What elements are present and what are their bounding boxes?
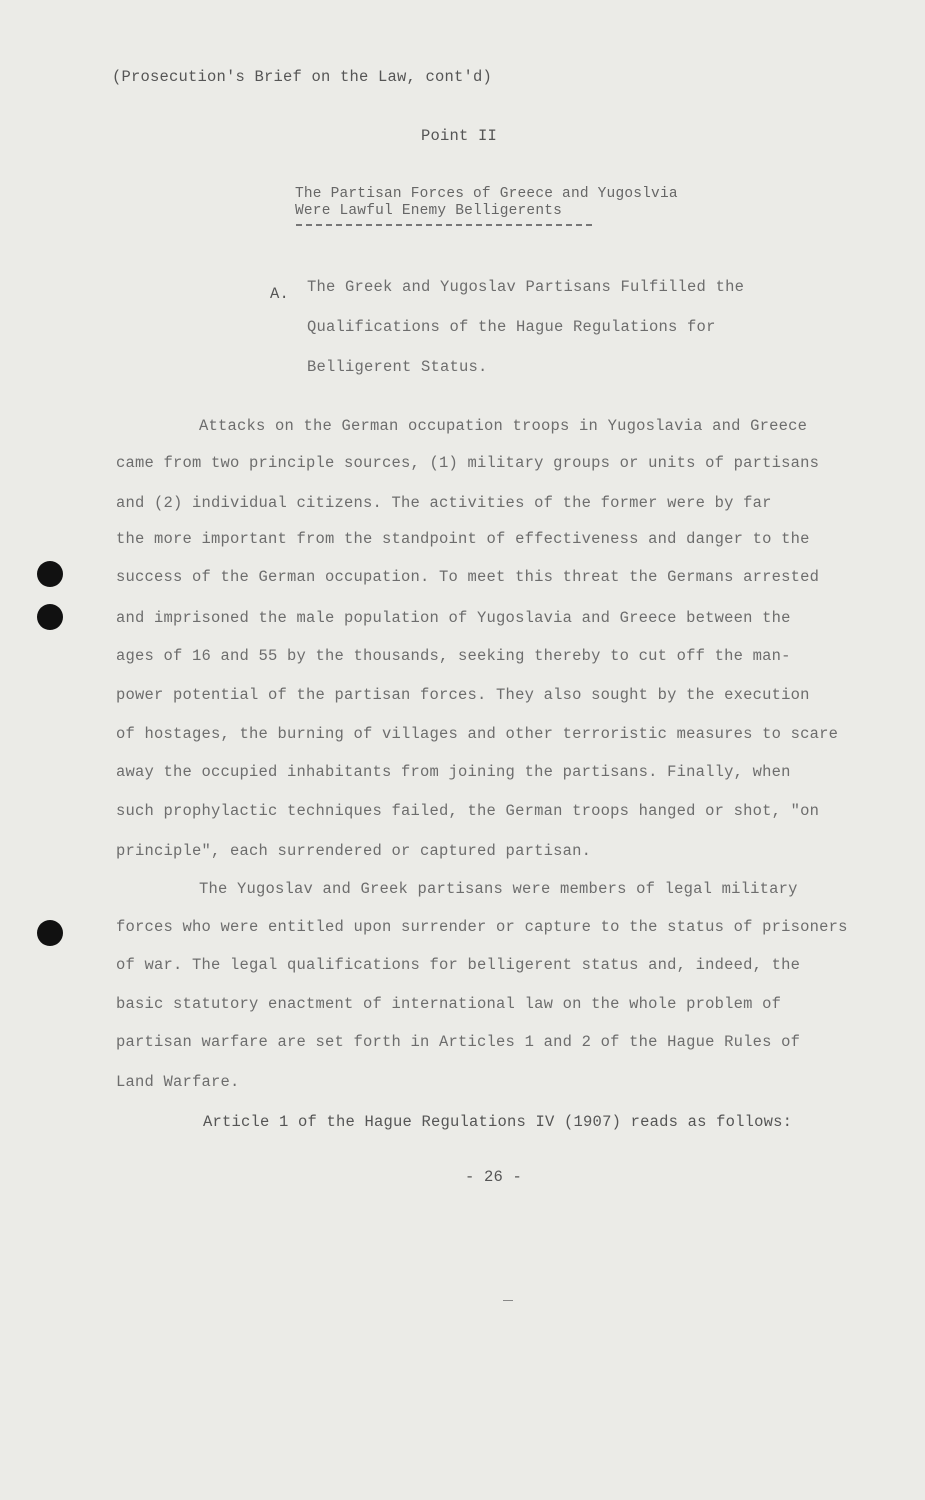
- paragraph-2-line: partisan warfare are set forth in Articles 1 and 2 of the Hague Rules of: [116, 1033, 801, 1051]
- paragraph-1-line: and (2) individual citizens. The activities of the former were by far: [116, 494, 772, 512]
- paragraph-1-line: Attacks on the German occupation troops in Yugoslavia and Greece: [199, 417, 808, 435]
- paragraph-1-line: success of the German occupation. To meet this threat the Germans arrested: [116, 568, 820, 586]
- subsection-marker: A.: [270, 285, 290, 303]
- scan-mark: [503, 1300, 513, 1301]
- paragraph-1-line: the more important from the standpoint of effectiveness and danger to the: [116, 530, 810, 548]
- paragraph-1-line: and imprisoned the male population of Yugoslavia and Greece between the: [116, 609, 791, 627]
- paragraph-1-line: came from two principle sources, (1) military groups or units of partisans: [116, 454, 820, 472]
- section-title-line-1: The Partisan Forces of Greece and Yugoslvia: [295, 186, 678, 202]
- paragraph-3: Article 1 of the Hague Regulations IV (1907) reads as follows:: [203, 1113, 793, 1131]
- punch-hole: [37, 920, 63, 946]
- section-title-line-2: Were Lawful Enemy Belligerents: [295, 203, 563, 219]
- paragraph-2-line: basic statutory enactment of international law on the whole problem of: [116, 995, 782, 1013]
- point-heading: Point II: [421, 127, 498, 145]
- subsection-line-3: Belligerent Status.: [307, 358, 488, 376]
- punch-hole: [37, 561, 63, 587]
- paragraph-2-line: The Yugoslav and Greek partisans were members of legal military: [199, 880, 798, 898]
- paragraph-1-line: away the occupied inhabitants from joining the partisans. Finally, when: [116, 763, 791, 781]
- paragraph-1-line: ages of 16 and 55 by the thousands, seeking thereby to cut off the man-: [116, 647, 791, 665]
- paragraph-2-line: Land Warfare.: [116, 1073, 240, 1091]
- punch-hole: [37, 604, 63, 630]
- subsection-line-2: Qualifications of the Hague Regulations for: [307, 318, 716, 336]
- paragraph-1-line: such prophylactic techniques failed, the German troops hanged or shot, "on: [116, 802, 820, 820]
- page-number: - 26 -: [465, 1168, 523, 1186]
- paragraph-2-line: of war. The legal qualifications for belligerent status and, indeed, the: [116, 956, 801, 974]
- paragraph-2-line: forces who were entitled upon surrender or capture to the status of prisoners: [116, 918, 848, 936]
- paragraph-1-line: of hostages, the burning of villages and other terroristic measures to scare: [116, 725, 839, 743]
- brief-title: (Prosecution's Brief on the Law, cont'd): [112, 68, 493, 86]
- section-title-underline: [296, 224, 592, 226]
- subsection-line-1: The Greek and Yugoslav Partisans Fulfilled the: [307, 278, 745, 296]
- paragraph-1-line: power potential of the partisan forces. They also sought by the execution: [116, 686, 810, 704]
- paragraph-1-line: principle", each surrendered or captured partisan.: [116, 842, 592, 860]
